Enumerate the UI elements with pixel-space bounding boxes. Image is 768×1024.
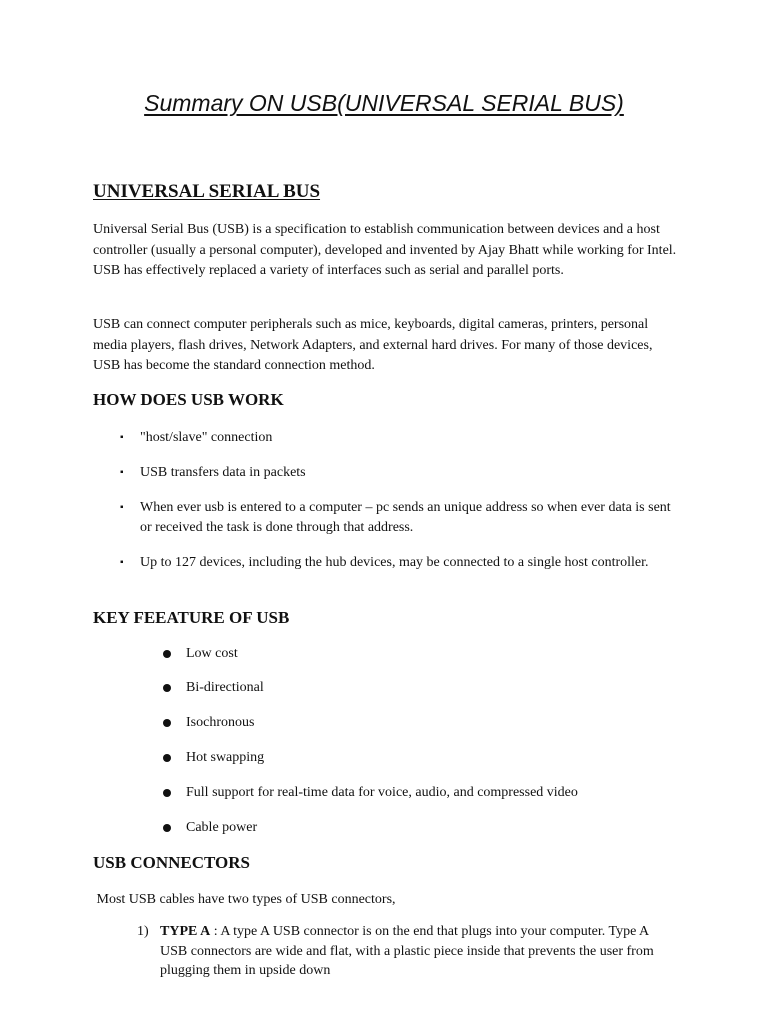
list-item	[160, 713, 680, 733]
list-item-text: Up to 127 devices, including the hub devices, may be connected to a single host controller.	[140, 555, 649, 570]
square-bullet-icon: ▪	[120, 432, 124, 443]
list-item	[93, 463, 673, 483]
list-item-text: When ever usb is entered to a computer – pc sends an unique address so when ever data is sent or received the task is done through that address.	[140, 500, 671, 535]
list-item-text: "host/slave" connection	[140, 430, 273, 445]
paragraph-usb-peripherals: USB can connect computer peripherals such as mice, keyboards, digital cameras, printers, personal media players, flash drives, Network Adapters, and external hard drives. For many of those devices, USB has become the standard connection method.	[93, 317, 653, 373]
bullet-dot-icon	[163, 650, 171, 658]
bullet-dot-icon	[163, 754, 171, 762]
connector-type-a-item	[137, 922, 677, 981]
heading-usb-connectors: USB CONNECTORS	[93, 853, 250, 872]
list-item	[160, 783, 680, 803]
bullet-dot-icon	[163, 789, 171, 797]
connector-type-a-text	[160, 922, 677, 981]
heading-key-features: KEY FEEATURE OF USB	[93, 608, 290, 627]
heading-universal-serial-bus: UNIVERSAL SERIAL BUS	[93, 181, 321, 202]
paragraph-connectors-intro: Most USB cables have two types of USB connectors,	[93, 892, 396, 907]
connector-term: TYPE A	[160, 924, 211, 939]
bullet-dot-icon	[163, 824, 171, 832]
square-bullet-icon: ▪	[120, 502, 124, 513]
list-item	[160, 644, 680, 664]
list-item-text: Bi-directional	[186, 680, 264, 695]
list-item	[93, 553, 673, 573]
list-item	[160, 748, 680, 768]
list-item-text: Hot swapping	[186, 750, 265, 765]
list-item	[160, 678, 680, 698]
list-item	[160, 818, 680, 838]
bullet-dot-icon	[163, 684, 171, 692]
document-title: Summary ON USB(UNIVERSAL SERIAL BUS)	[144, 90, 624, 116]
term-separator: :	[210, 924, 221, 939]
list-item-text: Low cost	[186, 646, 238, 661]
list-number: 1)	[137, 924, 149, 939]
connector-description: A type A USB connector is on the end that plugs into your computer. Type A USB connectors are wide and flat, with a plastic piece inside that prevents the user from plugging them in upside down	[160, 924, 654, 978]
list-item-text: USB transfers data in packets	[140, 465, 306, 480]
paragraph-usb-definition: Universal Serial Bus (USB) is a specification to establish communication between devices and a host controller (usually a personal computer), developed and invented by Ajay Bhatt while working for Intel. USB has effectively replaced a variety of interfaces such as serial and parallel ports.	[93, 222, 677, 278]
bullet-dot-icon	[163, 719, 171, 727]
list-item-text: Cable power	[186, 820, 258, 835]
square-bullet-icon: ▪	[120, 467, 124, 478]
list-item-text: Isochronous	[186, 715, 255, 730]
list-item-text: Full support for real-time data for voice, audio, and compressed video	[186, 785, 578, 800]
heading-how-does-usb-work: HOW DOES USB WORK	[93, 390, 284, 409]
list-item	[93, 428, 673, 448]
list-item	[93, 498, 673, 538]
square-bullet-icon: ▪	[120, 557, 124, 568]
